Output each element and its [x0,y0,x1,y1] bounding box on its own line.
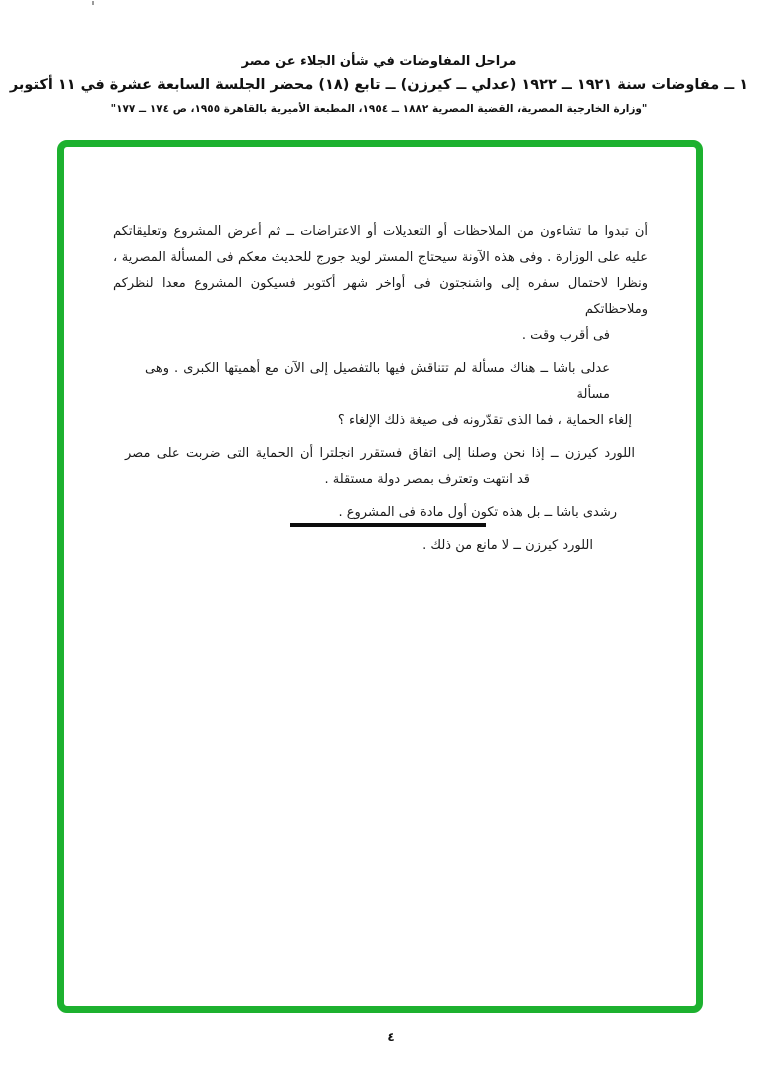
text-line: اللورد كيرزن ــ لا مانع من ذلك . [422,538,593,553]
paragraph-adli-pasha [113,356,648,434]
text-line: ونظرا لاحتمال سفره إلى واشنجتون فى أواخر شهر أكتوبر فسيكون المشروع معدا لنظركم وملاحظاتكم [113,276,648,317]
document-heading: ١ ــ مفاوضات سنة ١٩٢١ ــ ١٩٢٢ (عدلي ــ كيرزن) ــ تابع (١٨) محضر الجلسة السابعة عشرة في ١١ أكتوبر [9,77,749,93]
text-line: فى أقرب وقت . [521,328,610,343]
text-line: عليه على الوزارة . وفى هذه الآونة سيحتاج المستر لويد جورج للحديث معكم فى المسألة المصرية ، [113,250,648,265]
paragraph-lord-curzon [113,441,648,493]
scan-artifact-speck [92,1,94,5]
text-line: عدلى باشا ــ هناك مسألة لم تتناقش فيها بالتفصيل إلى الآن مع أهميتها الكبرى . وهى مسألة [145,361,610,402]
source-citation: "وزارة الخارجية المصرية، القضية المصرية ١٨٨٢ ــ ١٩٥٤، المطبعة الأميرية بالقاهرة ١٩٥٥، ص ١٧٤ ــ ١٧٧" [110,103,648,115]
paragraph [113,219,648,349]
text-line: رشدى باشا ــ بل هذه تكون أول مادة فى المشروع . [338,505,617,520]
text-line: أن تبدوا ما تشاءون من الملاحظات أو التعديلات أو الاعتراضات ــ ثم أعرض المشروع وتعليقاتكم [113,224,648,239]
text-line: قد انتهت وتعترف بمصر دولة مستقلة . [324,472,530,487]
page-title: مراحل المفاوضات في شأن الجلاء عن مصر [241,54,517,69]
scanned-text-block [113,219,648,559]
text-line: إلغاء الحماية ، فما الذى تقدّرونه فى صيغة ذلك الإلغاء ؟ [337,413,632,428]
paragraph-lord-curzon-2 [113,533,648,559]
section-divider-rule [290,523,486,527]
text-line: اللورد كيرزن ــ إذا نحن وصلنا إلى اتفاق فستقرر انجلترا أن الحماية التى ضربت على مصر [125,446,635,461]
page-number: ٤ [387,1030,395,1044]
